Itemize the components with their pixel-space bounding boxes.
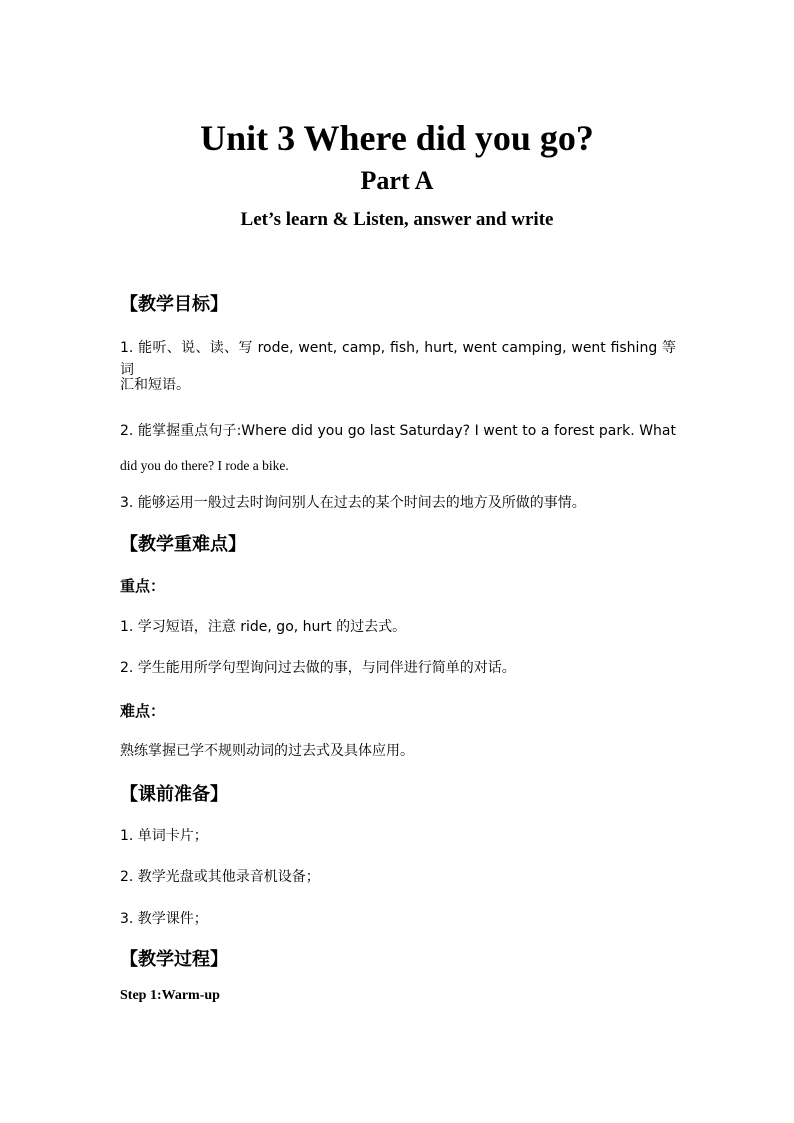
process-heading: 【教学过程】 bbox=[120, 949, 228, 970]
focus-item-2: 2. 学生能用所学句型询问过去做的事，与同伴进行简单的对话。 bbox=[120, 660, 516, 676]
document-title: Unit 3 Where did you go? bbox=[200, 118, 594, 158]
preparation-item-1: 1. 单词卡片； bbox=[120, 828, 208, 844]
objective-item-2-line-1: 2. 能掌握重点句子:Where did you go last Saturday? I went to a forest park. What bbox=[120, 423, 676, 439]
step-1-title: Step 1:Warm-up bbox=[120, 988, 220, 1003]
preparation-item-3: 3. 教学课件； bbox=[120, 911, 208, 927]
difficulty-label: 难点： bbox=[120, 702, 166, 720]
objective-item-2-line-2: did you do there? I rode a bike. bbox=[120, 458, 289, 473]
objectives-heading: 【教学目标】 bbox=[120, 294, 228, 315]
document-subtitle: Let’s learn & Listen, answer and write bbox=[240, 209, 554, 230]
focus-item-1: 1. 学习短语，注意 ride, go, hurt 的过去式。 bbox=[120, 619, 407, 635]
preparation-item-2: 2. 教学光盘或其他录音机设备； bbox=[120, 869, 320, 885]
preparation-heading: 【课前准备】 bbox=[120, 784, 228, 805]
key-points-heading: 【教学重难点】 bbox=[120, 534, 246, 555]
objective-item-3: 3. 能够运用一般过去时询问别人在过去的某个时间去的地方及所做的事情。 bbox=[120, 495, 586, 511]
difficulty-item-1: 熟练掌握已学不规则动词的过去式及具体应用。 bbox=[120, 743, 414, 759]
objective-item-1-line-2: 汇和短语。 bbox=[120, 377, 190, 393]
focus-label: 重点： bbox=[120, 577, 166, 595]
objective-item-1-line-1: 1. 能听、说、读、写 rode, went, camp, fish, hurt, went camping, went fishing 等词 bbox=[120, 340, 676, 378]
document-part: Part A bbox=[360, 166, 434, 195]
